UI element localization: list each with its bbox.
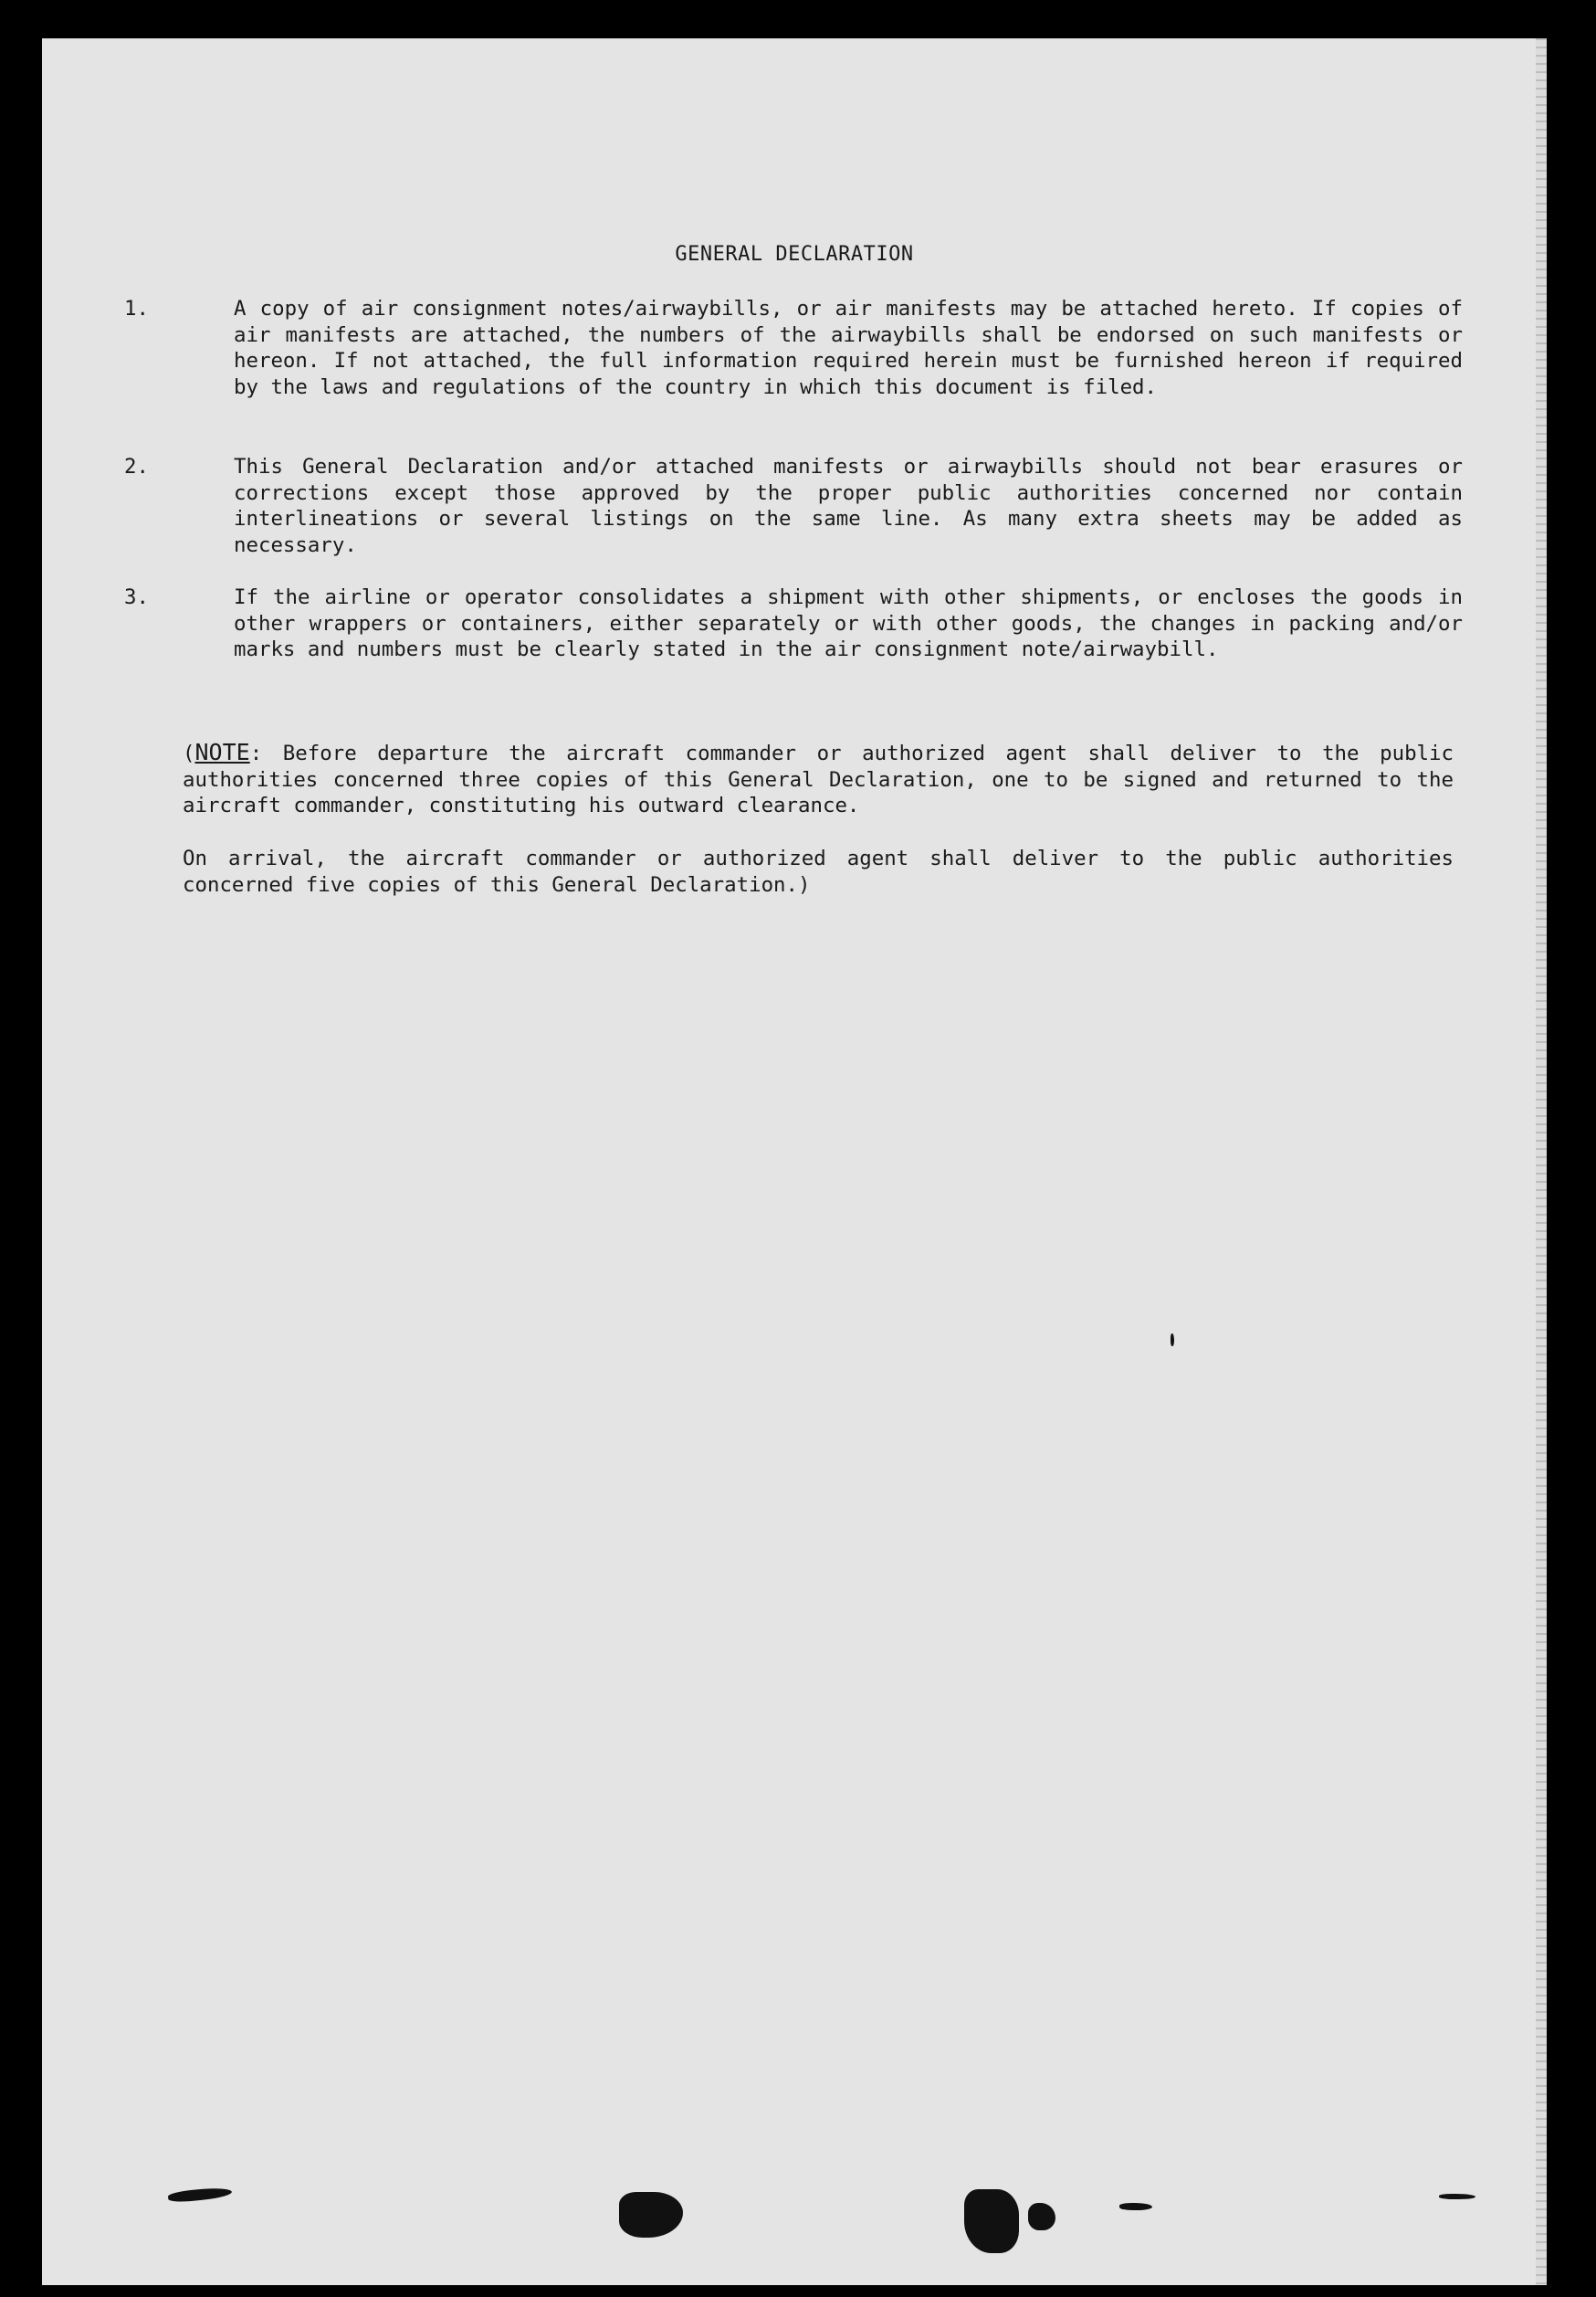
- note-label: NOTE: [194, 739, 250, 765]
- scan-mark: [168, 2186, 233, 2203]
- scan-mark: [1119, 2203, 1152, 2210]
- note-open-paren: (: [183, 742, 195, 765]
- item-text: If the airline or operator consolidates a shipment with other shipments, or encloses the goods in other wrappers or containers, either separately or with other goods, the changes in packing and/or marks and numbers must be clearly stated in the air consignment note/airwaybill.: [234, 585, 1463, 661]
- note-colon: :: [249, 742, 263, 765]
- page-edge: [1536, 38, 1547, 2285]
- document-page: [42, 38, 1547, 2285]
- document-title: GENERAL DECLARATION: [675, 243, 914, 266]
- item-number: 2.: [124, 455, 149, 479]
- scan-mark: [1439, 2194, 1475, 2199]
- declaration-item-1: [124, 296, 1463, 400]
- arrival-paragraph: On arrival, the aircraft commander or authorized agent shall deliver to the public authorities concerned five copies of this General Declaration.): [183, 847, 1454, 897]
- item-number: 1.: [124, 297, 149, 321]
- item-text: A copy of air consignment notes/airwaybills, or air manifests may be attached hereto. If copies of air manifests are attached, the numbers of the airwaybills shall be endorsed on such manifests or hereon. If not attached, the full information required herein must be furnished hereon if required by the laws and regulations of the country in which this document is filed.: [234, 297, 1463, 399]
- declaration-item-3: [124, 585, 1463, 663]
- item-text: This General Declaration and/or attached manifests or airwaybills should not bear erasures or corrections except those approved by the proper public authorities concerned nor contain interlineations or several listings on the same line. As many extra sheets may be added as necessary.: [234, 455, 1463, 557]
- note-text: Before departure the aircraft commander or authorized agent shall deliver to the public authorities concerned three copies of this General Declaration, one to be signed and returned to the aircraft commander, constituting his outward clearance.: [183, 742, 1454, 817]
- note-paragraph: [183, 740, 1454, 819]
- scan-mark: [1171, 1333, 1174, 1346]
- scan-mark: [1028, 2203, 1055, 2230]
- scan-mark: [619, 2192, 683, 2238]
- declaration-item-2: [124, 454, 1463, 558]
- item-number: 3.: [124, 585, 149, 609]
- scan-mark: [964, 2189, 1019, 2253]
